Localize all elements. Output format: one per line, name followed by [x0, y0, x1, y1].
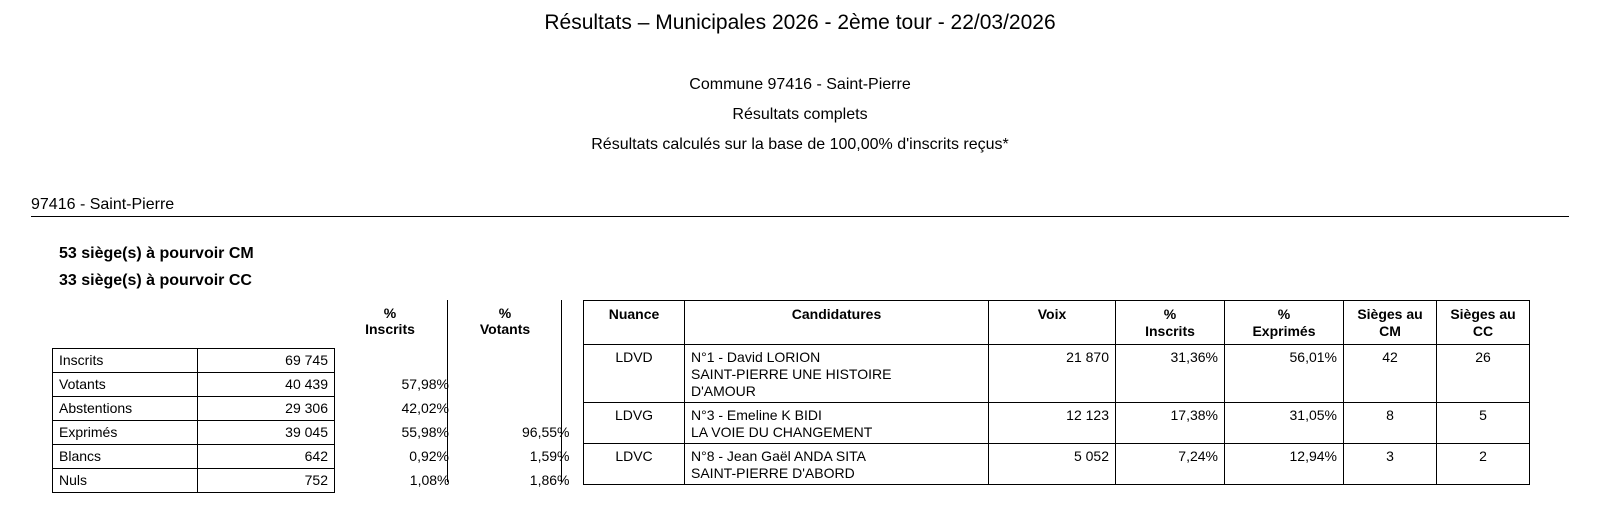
cell-nuance: LDVG [584, 403, 685, 444]
cell-candidature [685, 444, 989, 485]
cell-sieges-cc: 26 [1437, 345, 1530, 403]
cell-pct-exprimes: 56,01% [1225, 345, 1344, 403]
col-header-sieges-label: Sièges au [1357, 306, 1423, 322]
stat-pct-inscrits: 57,98% [401, 376, 449, 392]
stat-label: Votants [53, 373, 198, 397]
candidate-name: N°8 - Jean Gaël ANDA SITA [691, 448, 866, 464]
stat-pct-votants [456, 349, 576, 373]
results-basis-note: Résultats calculés sur la base de 100,00% d'inscrits reçus* [591, 136, 1009, 153]
col-header-sieges-cc [1437, 301, 1530, 345]
stats-header-votants-label: Votants [479, 321, 531, 337]
col-header-pct-symbol: % [1163, 306, 1177, 322]
stat-label: Blancs [53, 445, 198, 469]
cell-pct-inscrits: 17,38% [1116, 403, 1225, 444]
stat-pct-votants: 96,55% [522, 424, 570, 440]
col-header-sieges-cm [1344, 301, 1437, 345]
results-status: Résultats complets [732, 106, 868, 123]
stats-header-inscrits-label: Inscrits [365, 321, 415, 337]
col-header-pct-inscrits [1116, 301, 1225, 345]
cell-sieges-cc: 5 [1437, 403, 1530, 444]
stats-header-pct-symbol: % [498, 305, 512, 321]
cell-candidature [685, 345, 989, 403]
stat-value: 40 439 [198, 373, 335, 397]
stat-label: Nuls [53, 469, 198, 493]
stat-value: 752 [198, 469, 335, 493]
stats-header-pct-votants [455, 305, 555, 337]
table-header-row [584, 301, 1530, 345]
cell-candidature [685, 403, 989, 444]
stat-value: 39 045 [198, 421, 335, 445]
candidates-results-table [583, 300, 1530, 485]
table-row [584, 444, 1530, 485]
cell-voix: 5 052 [989, 444, 1116, 485]
cell-nuance: LDVC [584, 444, 685, 485]
cell-sieges-cc: 2 [1437, 444, 1530, 485]
col-header-sieges-label: Sièges au [1450, 306, 1516, 322]
stat-value: 29 306 [198, 397, 335, 421]
stats-header-pct-inscrits [340, 305, 440, 337]
stat-value: 69 745 [198, 349, 335, 373]
turnout-table [52, 348, 576, 493]
stat-value: 642 [198, 445, 335, 469]
cell-sieges-cm: 3 [1344, 444, 1437, 485]
table-row [53, 445, 576, 469]
stat-pct-votants [456, 397, 576, 421]
col-header-cc-label: CC [1472, 323, 1494, 339]
table-row [584, 403, 1530, 444]
stat-pct-inscrits [335, 349, 456, 373]
seats-cm-label: 53 siège(s) à pourvoir CM [59, 245, 254, 262]
col-header-cm-label: CM [1379, 323, 1401, 339]
commune-section-label: 97416 - Saint-Pierre [31, 196, 175, 213]
stat-pct-inscrits: 42,02% [401, 400, 449, 416]
table-row [53, 421, 576, 445]
table-row [53, 349, 576, 373]
stat-pct-inscrits: 0,92% [409, 448, 449, 464]
stat-pct-votants: 1,86% [529, 472, 570, 488]
col-header-voix: Voix [989, 301, 1116, 345]
cell-pct-inscrits: 7,24% [1116, 444, 1225, 485]
stats-header-pct-symbol: % [383, 305, 397, 321]
table-row [53, 373, 576, 397]
col-header-inscrits-label: Inscrits [1145, 323, 1195, 339]
cell-pct-exprimes: 31,05% [1225, 403, 1344, 444]
table-row [53, 469, 576, 493]
candidate-name: N°3 - Emeline K BIDI [691, 407, 822, 423]
cell-voix: 21 870 [989, 345, 1116, 403]
stat-label: Exprimés [53, 421, 198, 445]
page-title: Résultats – Municipales 2026 - 2ème tour - 22/03/2026 [544, 11, 1056, 34]
table-row [584, 345, 1530, 403]
list-name: LA VOIE DU CHANGEMENT [691, 424, 873, 440]
seats-cc-label: 33 siège(s) à pourvoir CC [59, 272, 252, 289]
cell-pct-inscrits: 31,36% [1116, 345, 1225, 403]
stat-pct-votants [456, 373, 576, 397]
list-name: SAINT-PIERRE UNE HISTOIRE [691, 366, 892, 382]
stat-label: Inscrits [53, 349, 198, 373]
cell-nuance: LDVD [584, 345, 685, 403]
stat-pct-inscrits: 55,98% [401, 424, 449, 440]
list-name-continued: D'AMOUR [691, 383, 756, 399]
col-header-exprimes-label: Exprimés [1252, 323, 1316, 339]
table-row [53, 397, 576, 421]
stat-label: Abstentions [53, 397, 198, 421]
commune-heading: Commune 97416 - Saint-Pierre [689, 76, 911, 93]
candidate-name: N°1 - David LORION [691, 349, 821, 365]
cell-voix: 12 123 [989, 403, 1116, 444]
cell-sieges-cm: 42 [1344, 345, 1437, 403]
col-header-candidatures: Candidatures [685, 301, 989, 345]
col-header-pct-exprimes [1225, 301, 1344, 345]
section-divider [31, 216, 1569, 217]
stat-pct-votants: 1,59% [529, 448, 570, 464]
col-header-pct-symbol: % [1277, 306, 1291, 322]
cell-pct-exprimes: 12,94% [1225, 444, 1344, 485]
col-header-nuance: Nuance [584, 301, 685, 345]
stat-pct-inscrits: 1,08% [409, 472, 450, 488]
cell-sieges-cm: 8 [1344, 403, 1437, 444]
list-name: SAINT-PIERRE D'ABORD [691, 465, 855, 481]
